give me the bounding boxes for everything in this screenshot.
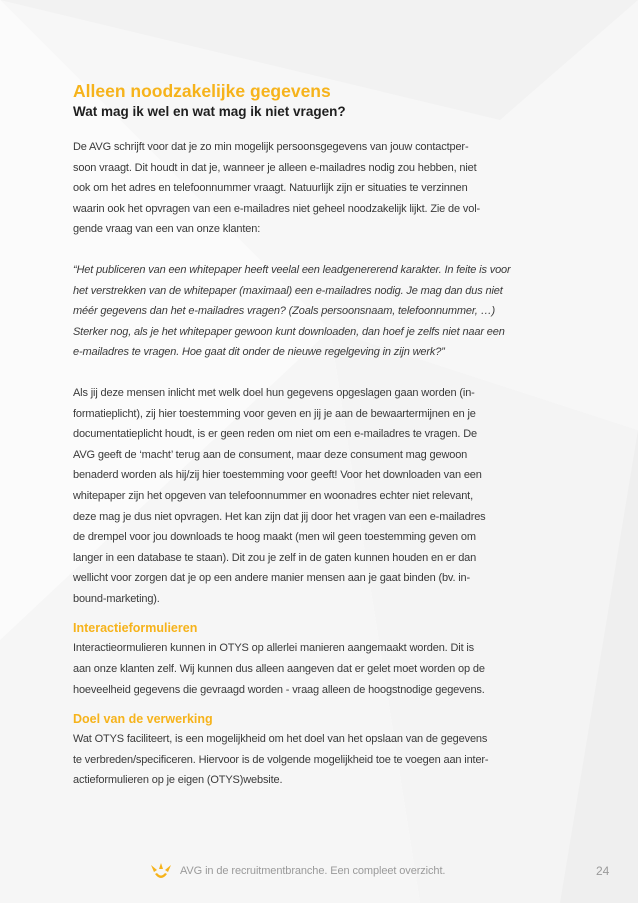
text-line: AVG geeft de ‘macht’ terug aan de consument, maar deze consument mag gewoon <box>73 448 468 461</box>
page-footer <box>0 858 638 886</box>
text-line: e-mailadres te vragen. Hoe gaat dit onder de nieuwe regelgeving in zijn werk?” <box>73 346 445 359</box>
page-number: 24 <box>596 864 610 878</box>
text-line: het verstrekken van de whitepaper (maximaal) een e-mailadres nodig. Je mag dan dus niet <box>73 284 503 297</box>
text-line: actieformulieren op je eigen (OTYS)website. <box>73 774 283 787</box>
section-heading-interactieformulieren: Interactieformulieren <box>73 621 198 636</box>
text-line: wellicht voor zorgen dat je op een andere manier mensen aan je gaat binden (bv. in- <box>73 572 471 585</box>
intro-paragraph <box>73 137 573 240</box>
text-line: Wat OTYS faciliteert, is een mogelijkheid om het doel van het opslaan van de gegevens <box>73 733 488 746</box>
text-line: te verbreden/specificeren. Hiervoor is de volgende mogelijkheid toe te voegen aan inter- <box>73 753 489 766</box>
text-line: whitepaper zijn het opgeven van telefoonnummer en woonadres echter niet relevant, <box>73 489 473 502</box>
text-line: waarin ook het opvragen van een e-mailadres niet geheel noodzakelijk lijkt. Zie de vol- <box>73 202 481 215</box>
section-paragraph-doel-van-de-verwerking <box>73 729 573 791</box>
text-line: benaderd worden als hij/zij hier toestemming voor geeft! Voor het downloaden van een <box>73 469 482 482</box>
text-line: Als jij deze mensen inlicht met welk doel hun gegevens opgeslagen gaan worden (in- <box>73 386 475 399</box>
text-line: soon vraagt. Dit houdt in dat je, wanneer je alleen e-mailadres nodig zou hebben, niet <box>73 161 477 174</box>
section-paragraph-interactieformulieren <box>73 638 573 700</box>
text-line: Interactieormulieren kunnen in OTYS op allerlei manieren aangemaakt worden. Dit is <box>73 642 475 655</box>
text-line: documentatieplicht houdt, is er geen reden om niet om een e-mailadres te vragen. De <box>73 428 477 441</box>
text-line: formatieplicht), zij hier toestemming voor geven en jij je aan de bewaartermijnen en je <box>73 407 476 420</box>
text-line: ook om het adres en telefoonnummer vraagt. Natuurlijk zijn er situaties te verzinnen <box>73 182 468 195</box>
text-line: méér gegevens dan het e-mailadres vragen? (Zoals persoonsnaam, telefoonnummer, …) <box>73 305 495 318</box>
text-line: aan onze klanten zelf. Wij kunnen dus alleen aangeven dat er gelet moet worden op de <box>73 663 485 676</box>
text-line: hoeveelheid gegevens die gevraagd worden - vraag alleen de hoogstnodige gegevens. <box>73 683 485 696</box>
text-line: langer in een database te staan). Dit zou je zelf in de gaten kunnen houden en er dan <box>73 551 477 564</box>
footer-title: AVG in de recruitmentbranche. Een compleet overzicht. <box>180 865 446 877</box>
text-line: De AVG schrijft voor dat je zo min mogelijk persoonsgegevens van jouw contactper- <box>73 141 469 153</box>
text-line: deze mag je dus niet opvragen. Het kan zijn dat jij door het vragen van een e-mailadres <box>73 510 486 523</box>
text-line: “Het publiceren van een whitepaper heeft veelal een leadgenererend karakter. In feite is voor <box>73 263 511 276</box>
otys-logo-icon <box>149 862 173 882</box>
answer-paragraph <box>73 383 573 610</box>
customer-quote <box>73 260 573 363</box>
page-title: Alleen noodzakelijke gegevens <box>73 81 331 101</box>
section-heading-doel-van-de-verwerking: Doel van de verwerking <box>73 712 213 727</box>
page-content <box>73 80 573 791</box>
text-line: Sterker nog, als je het whitepaper gewoon kunt downloaden, dan hoef je zelfs niet naar een <box>73 325 505 338</box>
text-line: bound-marketing). <box>73 592 160 605</box>
text-line: gende vraag van een van onze klanten: <box>73 223 261 236</box>
text-line: de drempel voor jou downloads te hoog maakt (men wil geen toestemming geven om <box>73 531 476 544</box>
page-subtitle: Wat mag ik wel en wat mag ik niet vragen? <box>73 104 346 119</box>
